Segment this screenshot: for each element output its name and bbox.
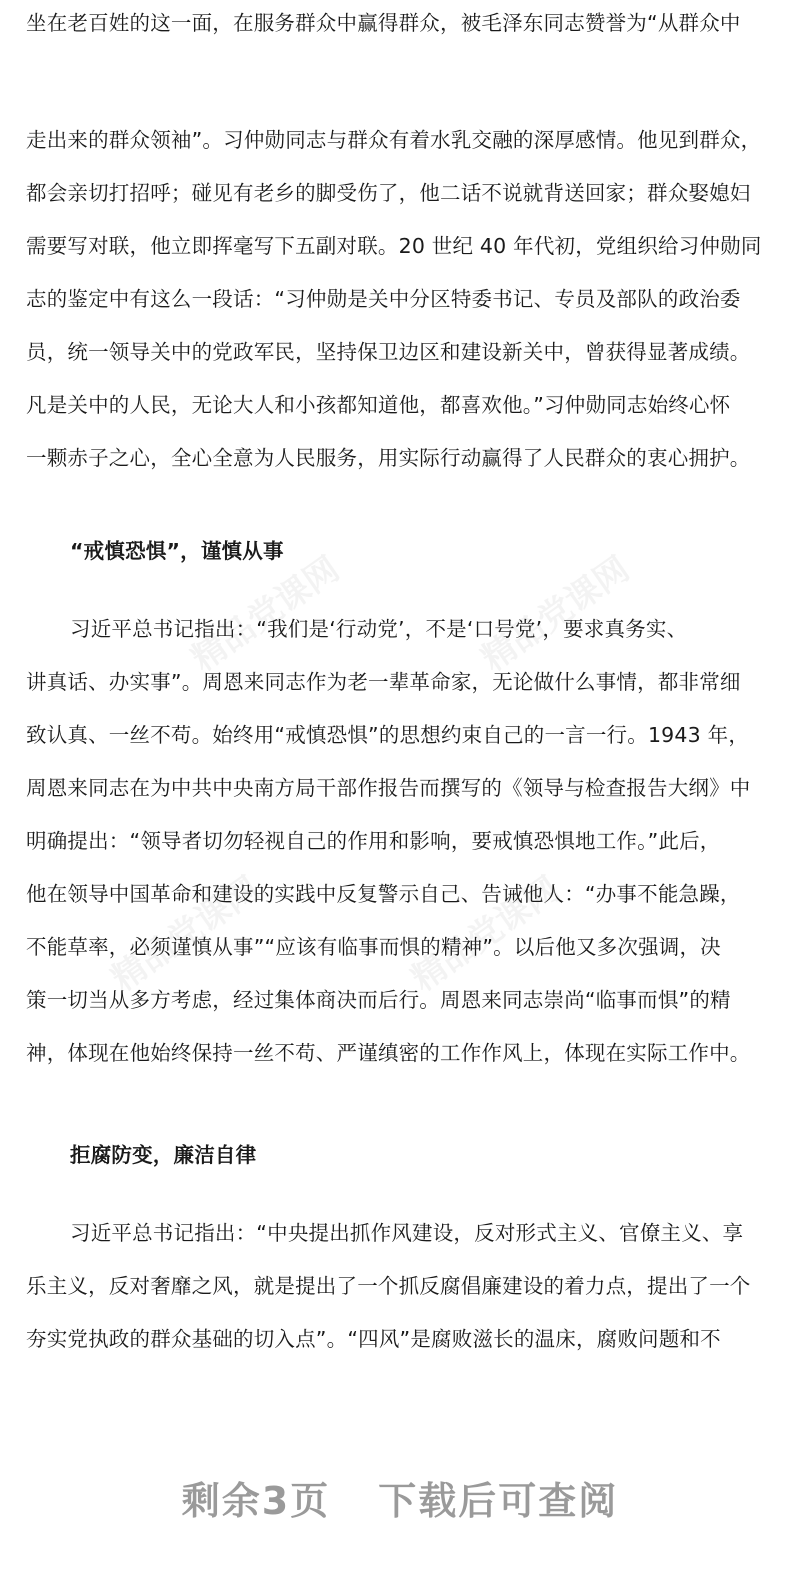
paragraph-line: 坐在老百姓的这一面，在服务群众中赢得群众，被毛泽东同志赞誉为“从群众中 <box>26 11 741 35</box>
paragraph-line: 走出来的群众领袖”。习仲勋同志与群众有着水乳交融的深厚感情。他见到群众， <box>26 128 762 152</box>
watermark-3: 精品党课网 <box>104 869 267 1000</box>
paragraph-line: 习近平总书记指出：“我们是‘行动党’，不是‘口号党’，要求真务实、 <box>70 617 688 641</box>
remaining-pages-label: 剩余3页 <box>181 1479 331 1523</box>
paragraph-line: 他在领导中国革命和建设的实践中反复警示自己、告诫他人：“办事不能急躁， <box>26 882 741 906</box>
paragraph-line: 需要写对联，他立即挥毫写下五副对联。20 世纪 40 年代初，党组织给习仲勋同 <box>26 234 762 258</box>
paragraph-line: 神，体现在他始终保持一丝不苟、严谨缜密的工作作风上，体现在实际工作中。 <box>26 1041 751 1065</box>
paragraph-line: 周恩来同志在为中共中央南方局干部作报告而撰写的《领导与检查报告大纲》中 <box>26 776 751 800</box>
section-heading: 拒腐防变，廉洁自律 <box>70 1143 257 1167</box>
paragraph-line: 致认真、一丝不苟。始终用“戒慎恐惧”的思想约束自己的一言一行。1943 年， <box>26 723 750 747</box>
paragraph-line: 习近平总书记指出：“中央提出抓作风建设，反对形式主义、官僚主义、享 <box>70 1221 744 1245</box>
download-prompt[interactable] <box>0 1470 800 1525</box>
paragraph-line: 策一切当从多方考虑，经过集体商决而后行。周恩来同志崇尚“临事而惧”的精 <box>26 988 731 1012</box>
paragraph-line: 一颗赤子之心，全心全意为人民服务，用实际行动赢得了人民群众的衷心拥护。 <box>26 446 751 470</box>
section-heading: “戒慎恐惧”，谨慎从事 <box>70 539 284 563</box>
paragraph-line: 志的鉴定中有这么一段话：“习仲勋是关中分区特委书记、专员及部队的政治委 <box>26 287 741 311</box>
paragraph-line: 都会亲切打招呼；碰见有老乡的脚受伤了，他二话不说就背送回家；群众娶媳妇 <box>26 181 751 205</box>
paragraph-line: 员，统一领导关中的党政军民，坚持保卫边区和建设新关中，曾获得显著成绩。 <box>26 340 751 364</box>
paragraph-line: 不能草率，必须谨慎从事”“应该有临事而惧的精神”。以后他又多次强调，决 <box>26 935 721 959</box>
paragraph-line: 明确提出：“领导者切勿轻视自己的作用和影响，要戒慎恐惧地工作。”此后， <box>26 829 721 853</box>
paragraph-line: 乐主义，反对奢靡之风，就是提出了一个抓反腐倡廉建设的着力点，提出了一个 <box>26 1274 751 1298</box>
paragraph-line: 讲真话、办实事”。周恩来同志作为老一辈革命家，无论做什么事情，都非常细 <box>26 670 741 694</box>
download-to-view-label: 下载后可查阅 <box>378 1479 619 1523</box>
watermark-1: 精品党课网 <box>184 549 347 680</box>
paragraph-line: 凡是关中的人民，无论大人和小孩都知道他，都喜欢他。”习仲勋同志始终心怀 <box>26 393 731 417</box>
watermark-4: 精品党课网 <box>404 869 567 1000</box>
paragraph-line: 夯实党执政的群众基础的切入点”。“四风”是腐败滋长的温床，腐败问题和不 <box>26 1327 721 1351</box>
watermark-2: 精品党课网 <box>474 549 637 680</box>
